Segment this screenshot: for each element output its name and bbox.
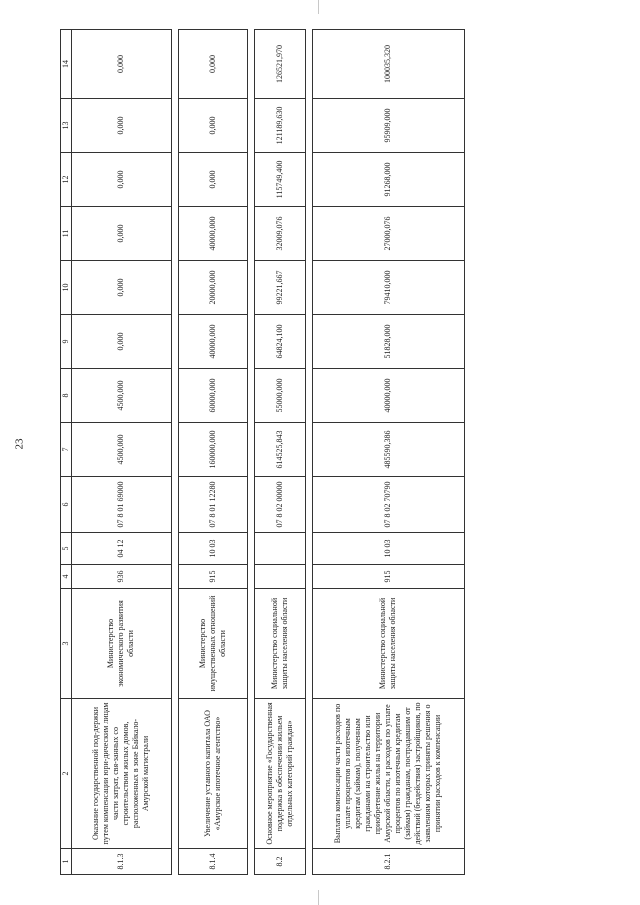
column-number: 2 [61,699,72,849]
row-year-value: 55000,000 [254,369,305,423]
row-year-value: 0,000 [72,99,171,153]
column-number: 10 [61,261,72,315]
row-year-value: 40000,000 [312,369,464,423]
table-row [72,30,171,875]
row-code: 8.2 [254,849,305,875]
column-number: 6 [61,477,72,533]
row-year-value: 0,000 [178,30,247,99]
row-code: 8.1.4 [178,849,247,875]
scan-artifact-line [318,0,319,14]
column-number: 3 [61,589,72,699]
row-year-value: 27000,076 [312,207,464,261]
column-number: 1 [61,849,72,875]
row-csr: 07 8 01 69000 [72,477,171,533]
row-total: 614525,843 [254,423,305,477]
row-executor: Министерство имущественных отношений области [178,589,247,699]
row-name: Оказание государственной под-держки путем компенсации юри-дическим лицам части затрат, свя-занных со строительством жилых домов, расположенных в зоне Байкало-Амурской магистрали [72,699,171,849]
row-year-value: 121189,630 [254,99,305,153]
row-year-value: 0,000 [178,99,247,153]
table-row [254,30,305,875]
scan-artifact-line [318,890,319,905]
column-number: 11 [61,207,72,261]
row-year-value: 100035,320 [312,30,464,99]
row-year-value: 0,000 [72,153,171,207]
row-year-value: 20000,000 [178,261,247,315]
rotated-table-container [60,30,465,875]
row-year-value: 95909,000 [312,99,464,153]
row-year-value: 126521,970 [254,30,305,99]
row-rzpr: 10 03 [178,533,247,565]
column-number: 14 [61,30,72,99]
column-number: 7 [61,423,72,477]
row-total: 485590,386 [312,423,464,477]
row-rzpr: 10 03 [312,533,464,565]
column-number: 8 [61,369,72,423]
row-rzpr [254,533,305,565]
row-total: 160000,000 [178,423,247,477]
column-number: 13 [61,99,72,153]
row-csr: 07 8 02 00000 [254,477,305,533]
row-total: 4500,000 [72,423,171,477]
program-table [60,29,465,875]
row-grbs: 915 [178,565,247,589]
column-number-row [61,30,72,875]
table-row [178,30,247,875]
row-year-value: 60000,000 [178,369,247,423]
row-year-value: 64824,100 [254,315,305,369]
row-grbs: 915 [312,565,464,589]
row-csr: 07 8 01 12280 [178,477,247,533]
row-year-value: 0,000 [72,261,171,315]
row-year-value: 0,000 [72,315,171,369]
row-grbs: 936 [72,565,171,589]
row-gap [171,30,178,875]
row-year-value: 0,000 [72,30,171,99]
row-name: Выплата компенсации части расходов по уплате процентов по ипотечным кредитам (займам), полученным гражданами на строительство или приобретение жилья на территории Амурской области, и расходов по уплате процентов по ипотечным кредитам (займам) гражданам, пострадавшим от действий (бездействия) застройщиков, по заявлениям которых приняты решения о принятии расходов к компенсации [312,699,464,849]
row-grbs [254,565,305,589]
row-year-value: 79410,000 [312,261,464,315]
row-executor: Министерство социальной защиты населения области [254,589,305,699]
row-year-value: 0,000 [72,207,171,261]
row-year-value: 4500,000 [72,369,171,423]
row-code: 8.2.1 [312,849,464,875]
row-year-value: 32009,076 [254,207,305,261]
table-row [312,30,464,875]
row-code: 8.1.3 [72,849,171,875]
row-executor: Министерство социальной защиты населения области [312,589,464,699]
page-number: 23 [13,438,26,450]
row-executor: Министерство экономического развития области [72,589,171,699]
row-year-value: 40000,000 [178,207,247,261]
row-year-value: 51828,000 [312,315,464,369]
row-gap [247,30,254,875]
row-csr: 07 8 02 70790 [312,477,464,533]
row-name: Основное мероприятие «Государственная поддержка в обеспечении жильем отдельных категорий граждан» [254,699,305,849]
row-year-value: 91268,000 [312,153,464,207]
row-year-value: 99221,667 [254,261,305,315]
row-rzpr: 04 12 [72,533,171,565]
row-year-value: 115749,400 [254,153,305,207]
column-number: 12 [61,153,72,207]
column-number: 4 [61,565,72,589]
row-gap [305,30,312,875]
row-year-value: 0,000 [178,153,247,207]
column-number: 5 [61,533,72,565]
row-name: Увеличение уставного капитала ОАО «Амурское ипотечное агентство» [178,699,247,849]
column-number: 9 [61,315,72,369]
row-year-value: 40000,000 [178,315,247,369]
